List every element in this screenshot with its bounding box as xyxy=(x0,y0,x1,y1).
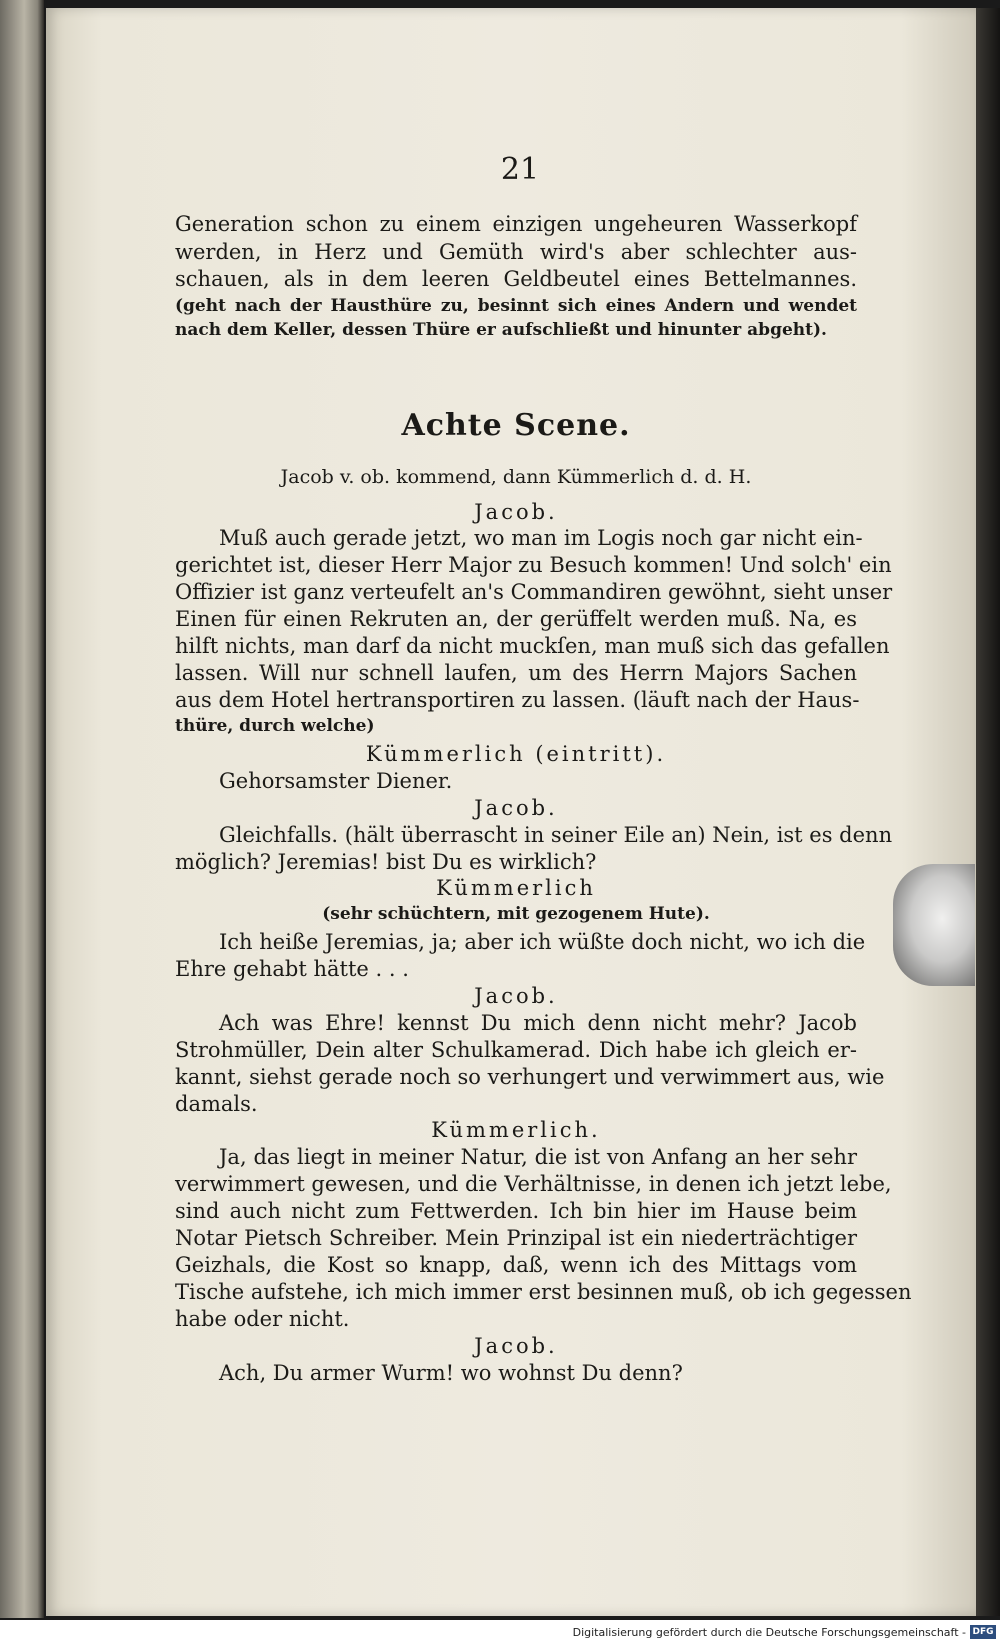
page-edge-shadow xyxy=(976,8,1000,1616)
text-line: Ehre gehabt hätte . . . xyxy=(175,957,409,981)
speaker-name: Jacob. xyxy=(474,500,558,524)
speaker-name: Jacob. xyxy=(474,1334,558,1358)
text-line: schauen, als in dem leeren Geldbeutel eines Bettelmannes. xyxy=(175,267,857,291)
text-line: Strohmüller, Dein alter Schulkamerad. Dich habe ich gleich er- xyxy=(175,1038,857,1062)
stage-direction: nach dem Keller, dessen Thüre er aufschließt und hinunter abgeht). xyxy=(175,320,827,340)
adjacent-page-edge xyxy=(0,0,44,1618)
footer-credit: Digitalisierung gefördert durch die Deutsche Forschungsgemeinschaft - xyxy=(572,1626,966,1639)
speaker-name: Kümmerlich (eintritt). xyxy=(365,742,667,766)
text-line: Ach was Ehre! kennst Du mich denn nicht mehr? Jacob xyxy=(219,1011,857,1035)
text-line: sind auch nicht zum Fettwerden. Ich bin hier im Hause beim xyxy=(175,1199,857,1223)
text-line: habe oder nicht. xyxy=(175,1307,350,1331)
scene-characters: Jacob v. ob. kommend, dann Kümmerlich d. d. H. xyxy=(280,466,752,488)
text-line: verwimmert gewesen, und die Verhältnisse, in denen ich jetzt lebe, xyxy=(175,1172,892,1196)
text-line: werden, in Herz und Gemüth wird's aber schlechter aus- xyxy=(175,240,857,264)
text-line: Gleichfalls. (hält überrascht in seiner Eile an) Nein, ist es denn xyxy=(219,823,893,847)
text-line: kannt, siehst gerade noch so verhungert und verwimmert aus, wie xyxy=(175,1065,885,1089)
text-line: Muß auch gerade jetzt, wo man im Logis noch gar nicht ein- xyxy=(219,526,863,550)
speaker-name: Jacob. xyxy=(474,984,558,1008)
speaker-name: Kümmerlich. xyxy=(431,1118,601,1142)
text-line: Ich heiße Jeremias, ja; aber ich wüßte doch nicht, wo ich die xyxy=(219,930,866,954)
text-line: damals. xyxy=(175,1092,258,1116)
text-line: gerichtet ist, dieser Herr Major zu Besuch kommen! Und solch' ein xyxy=(175,553,892,577)
stage-direction: (sehr schüchtern, mit gezogenem Hute). xyxy=(322,904,710,924)
text-line: Ach, Du armer Wurm! wo wohnst Du denn? xyxy=(219,1361,683,1385)
text-line: aus dem Hotel hertransportiren zu lassen. (läuft nach der Haus- xyxy=(175,688,860,712)
text-line: hilft nichts, man darf da nicht muckſen, man muß sich das gefallen xyxy=(175,634,890,658)
text-line: Offizier ist ganz verteufelt an's Commandiren gewöhnt, sieht unser xyxy=(175,580,893,604)
text-line: lassen. Will nur schnell laufen, um des Herrn Majors Sachen xyxy=(175,661,857,685)
speaker-name: Kümmerlich xyxy=(436,876,596,900)
text-line: Gehorsamster Diener. xyxy=(219,769,453,793)
text-line: Tische aufstehe, ich mich immer erst besinnen muß, ob ich gegessen xyxy=(175,1280,912,1304)
stage-direction: thüre, durch welche) xyxy=(175,716,375,736)
text-line: Ja, das liegt in meiner Natur, die ist von Anfang an her sehr xyxy=(219,1145,857,1169)
text-line: Notar Pietsch Schreiber. Mein Prinzipal ist ein niederträchtiger xyxy=(175,1226,857,1250)
text-line: Geizhals, die Kost so knapp, daß, wenn ich des Mittags vom xyxy=(175,1253,857,1277)
page-clip xyxy=(893,864,975,986)
text-line: Einen für einen Rekruten an, der gerüffelt werden muß. Na, es xyxy=(175,607,857,631)
speaker-name: Jacob. xyxy=(474,796,558,820)
scene-heading: Achte Scene. xyxy=(401,408,631,443)
page-number: 21 xyxy=(500,152,540,187)
stage-direction: (geht nach der Hausthüre zu, besinnt sich eines Andern und wendet xyxy=(175,296,857,316)
text-line: Generation schon zu einem einzigen ungeheuren Wasserkopf xyxy=(175,212,857,236)
dfg-logo: DFG xyxy=(970,1625,996,1639)
text-line: möglich? Jeremias! bist Du es wirklich? xyxy=(175,850,597,874)
